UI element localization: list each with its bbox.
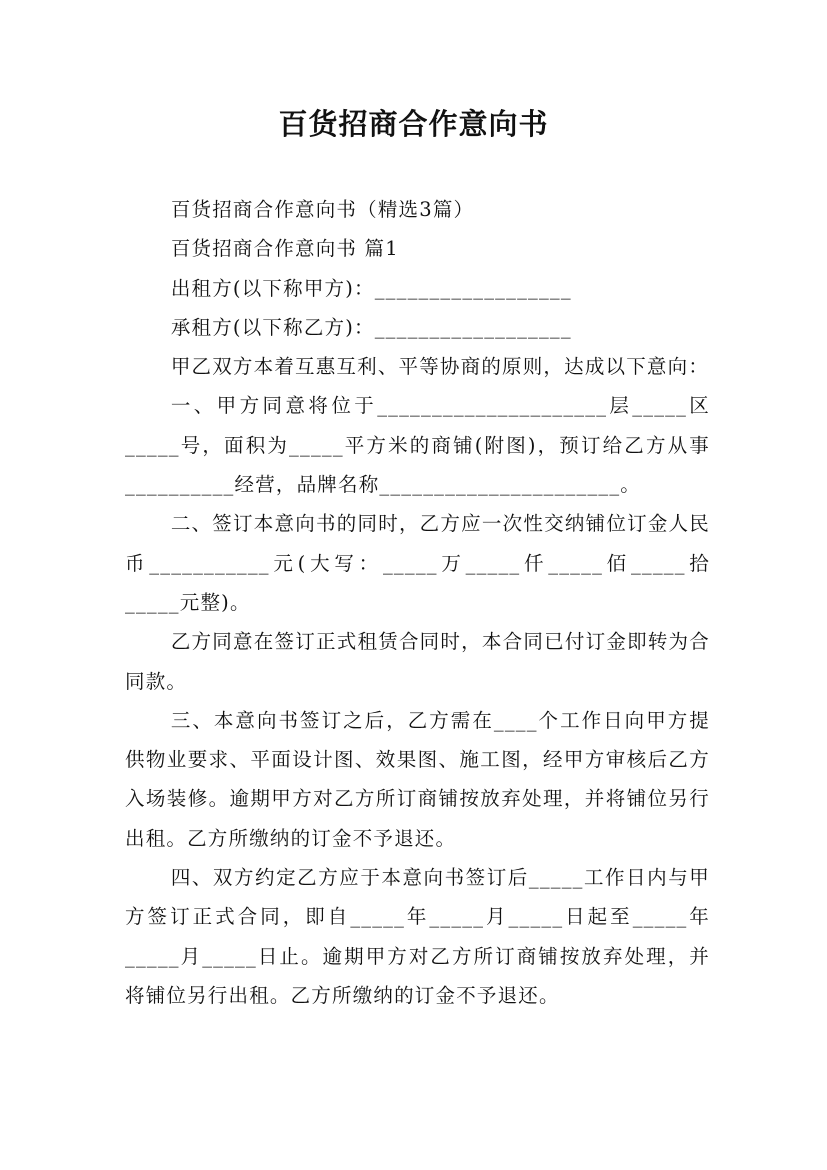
paragraph-clause-1: 一、甲方同意将位于_____________________层_____区_____号，面积为_____平方米的商铺(附图)，预订给乙方从事__________经营，品牌名称______________________。 xyxy=(125,394,710,497)
paragraph-subtitle: 百货招商合作意向书（精选3篇） xyxy=(170,198,475,221)
paragraph-clause-3: 三、本意向书签订之后，乙方需在____个工作日向甲方提供物业要求、平面设计图、效果图、施工图，经甲方审核后乙方入场装修。逾期甲方对乙方所订商铺按放弃处理，并将铺位另行出租。乙方所缴纳的订金不予退还。 xyxy=(125,708,710,850)
paragraph-deposit-note: 乙方同意在签订正式租赁合同时，本合同已付订金即转为合同款。 xyxy=(125,630,710,693)
paragraph-section-heading: 百货招商合作意向书 篇1 xyxy=(170,237,399,261)
paragraph-intro: 甲乙双方本着互惠互利、平等协商的原则，达成以下意向： xyxy=(170,355,710,379)
document-title: 百货招商合作意向书 xyxy=(278,107,549,141)
paragraph-clause-4: 四、双方约定乙方应于本意向书签订后_____工作日内与甲方签订正式合同，即自_____年_____月_____日起至_____年_____月_____日止。逾期甲方对乙方所订商铺按放弃处理，并将铺位另行出租。乙方所缴纳的订金不予退还。 xyxy=(125,866,710,1007)
paragraph-lessor: 出租方(以下称甲方)：__________________ xyxy=(170,276,572,300)
document-body xyxy=(125,190,710,1015)
paragraph-lessee: 承租方(以下称乙方)：__________________ xyxy=(170,315,572,339)
paragraph-clause-2: 二、签订本意向书的同时，乙方应一次性交纳铺位订金人民币___________元(大写：_____万_____仟_____佰_____拾_____元整)。 xyxy=(125,512,710,614)
